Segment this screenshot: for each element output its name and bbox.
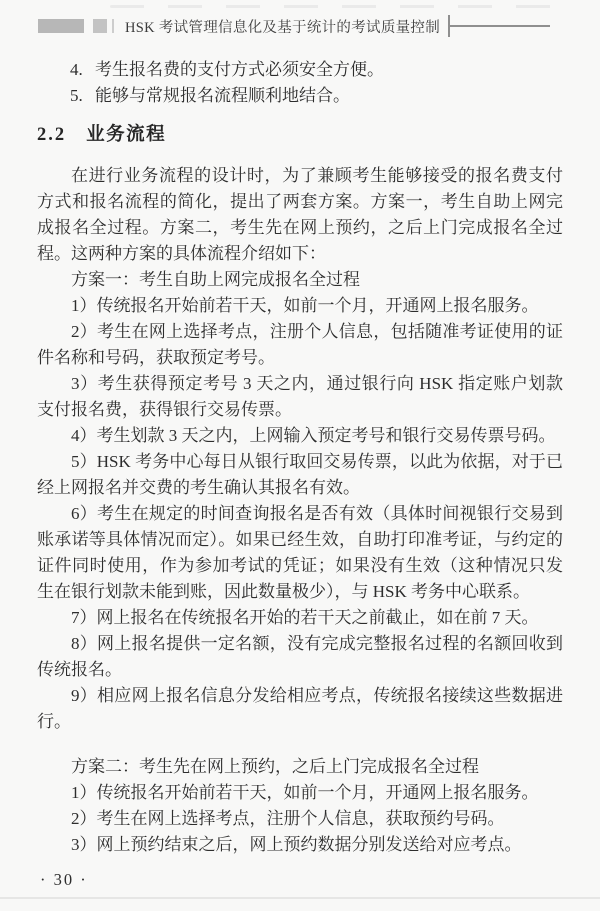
paragraph: 1）传统报名开始前若干天，如前一个月，开通网上报名服务。 xyxy=(71,296,539,315)
section-title: 业务流程 xyxy=(86,125,167,145)
intro-list-item xyxy=(37,83,563,109)
intro-list xyxy=(37,57,563,109)
list-item-marker: 4. xyxy=(70,60,83,79)
paragraphs xyxy=(37,163,563,858)
paragraph: 9）相应网上报名信息分发给相应考点，传统报名接续这些数据进行。 xyxy=(37,686,563,731)
paragraph: 方案一：考生自助上网完成报名全过程 xyxy=(71,270,360,289)
header-decoration-block-large xyxy=(38,19,84,33)
paragraph: 2）考生在网上选择考点，注册个人信息，包括随准考证使用的证件名称和号码，获取预定考号。 xyxy=(37,322,563,367)
list-item-marker: 5. xyxy=(70,86,83,105)
header-bracket-horizontal-rule xyxy=(450,25,550,27)
paragraph: 1）传统报名开始前若干天，如前一个月，开通网上报名服务。 xyxy=(71,783,539,802)
scan-artifact-bottom xyxy=(0,897,600,899)
paragraph: 方案二：考生先在网上预约，之后上门完成报名全过程 xyxy=(71,757,479,776)
scan-artifact-top xyxy=(110,5,570,8)
paragraph: 6）考生在规定的时间查询报名是否有效（具体时间视银行交易到账承诺等具体情况而定）。如果已经生效，自助打印准考证，与约定的证件同时使用，作为参加考试的凭证；如果没有生效（这种情况只发生在银行划款未能到账，因此数量极少），与 HSK 考务中心联系。 xyxy=(37,504,563,601)
running-header xyxy=(38,15,562,37)
paragraph: 3）考生获得预定考号 3 天之内，通过银行向 HSK 指定账户划款支付报名费，获得银行交易传票。 xyxy=(37,374,563,419)
paragraph: 8）网上报名提供一定名额，没有完成完整报名过程的名额回收到传统报名。 xyxy=(37,634,563,679)
section-number: 2.2 xyxy=(37,125,67,145)
list-item-text: 能够与常规报名流程顺利地结合。 xyxy=(95,86,350,105)
paragraph: 7）网上报名在传统报名开始的若干天之前截止，如在前 7 天。 xyxy=(71,608,539,627)
paragraph: 4）考生划款 3 天之内，上网输入预定考号和银行交易传票号码。 xyxy=(71,426,556,445)
header-decoration-thin-bar xyxy=(112,19,114,33)
paragraph: 5）HSK 考务中心每日从银行取回交易传票，以此为依据，对于已经上网报名并交费的考生确认其报名有效。 xyxy=(37,452,563,497)
paragraph: 3）网上预约结束之后，网上预约数据分别发送给对应考点。 xyxy=(71,835,522,854)
paragraph: 2）考生在网上选择考点，注册个人信息，获取预约号码。 xyxy=(71,809,505,828)
intro-list-item xyxy=(37,57,563,83)
page-number: · 30 · xyxy=(40,870,88,889)
list-item-text: 考生报名费的支付方式必须安全方便。 xyxy=(95,60,384,79)
running-header-title: HSK 考试管理信息化及基于统计的考试质量控制 xyxy=(125,19,441,36)
section-heading xyxy=(37,122,563,148)
header-decoration-block-small xyxy=(93,19,107,33)
page-body xyxy=(37,57,563,858)
paragraph: 在进行业务流程的设计时，为了兼顾考生能够接受的报名费支付方式和报名流程的简化，提出了两套方案。方案一，考生自助上网完成报名全过程。方案二，考生先在网上预约，之后上门完成报名全过程。这两种方案的具体流程介绍如下： xyxy=(37,166,563,263)
